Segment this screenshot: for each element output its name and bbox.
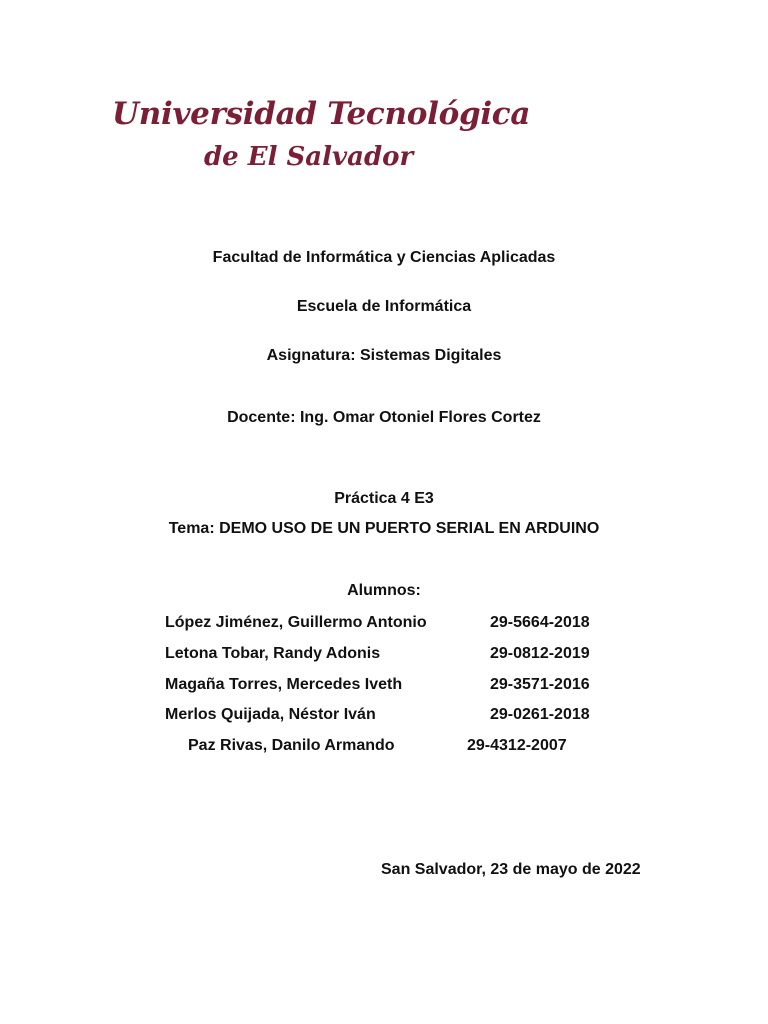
student-name: Magaña Torres, Mercedes Iveth: [165, 676, 403, 693]
school-name: Escuela de Informática: [296, 298, 472, 315]
student-id: 29-3571-2016: [490, 676, 590, 693]
students-heading: Alumnos:: [347, 582, 421, 599]
student-name: Paz Rivas, Danilo Armando: [188, 737, 395, 754]
student-id: 29-5664-2018: [490, 614, 590, 631]
student-name: López Jiménez, Guillermo Antonio: [165, 614, 427, 631]
practice-title: Práctica 4 E3: [334, 490, 434, 507]
topic-title: Tema: DEMO USO DE UN PUERTO SERIAL EN ARDUINO: [168, 520, 600, 537]
faculty-name: Facultad de Informática y Ciencias Aplicadas: [212, 249, 556, 266]
subject-name: Asignatura: Sistemas Digitales: [266, 347, 502, 364]
student-name: Letona Tobar, Randy Adonis: [165, 645, 381, 662]
student-id: 29-4312-2007: [467, 737, 567, 754]
student-name: Merlos Quijada, Néstor Iván: [165, 706, 376, 723]
student-id: 29-0261-2018: [490, 706, 590, 723]
university-logo: [112, 92, 572, 182]
logo-university-name: Universidad Tecnológica: [112, 96, 531, 132]
logo-country-name: de El Salvador: [204, 142, 414, 172]
teacher-name: Docente: Ing. Omar Otoniel Flores Cortez: [227, 409, 541, 426]
place-date: San Salvador, 23 de mayo de 2022: [381, 861, 641, 878]
student-id: 29-0812-2019: [490, 645, 590, 662]
